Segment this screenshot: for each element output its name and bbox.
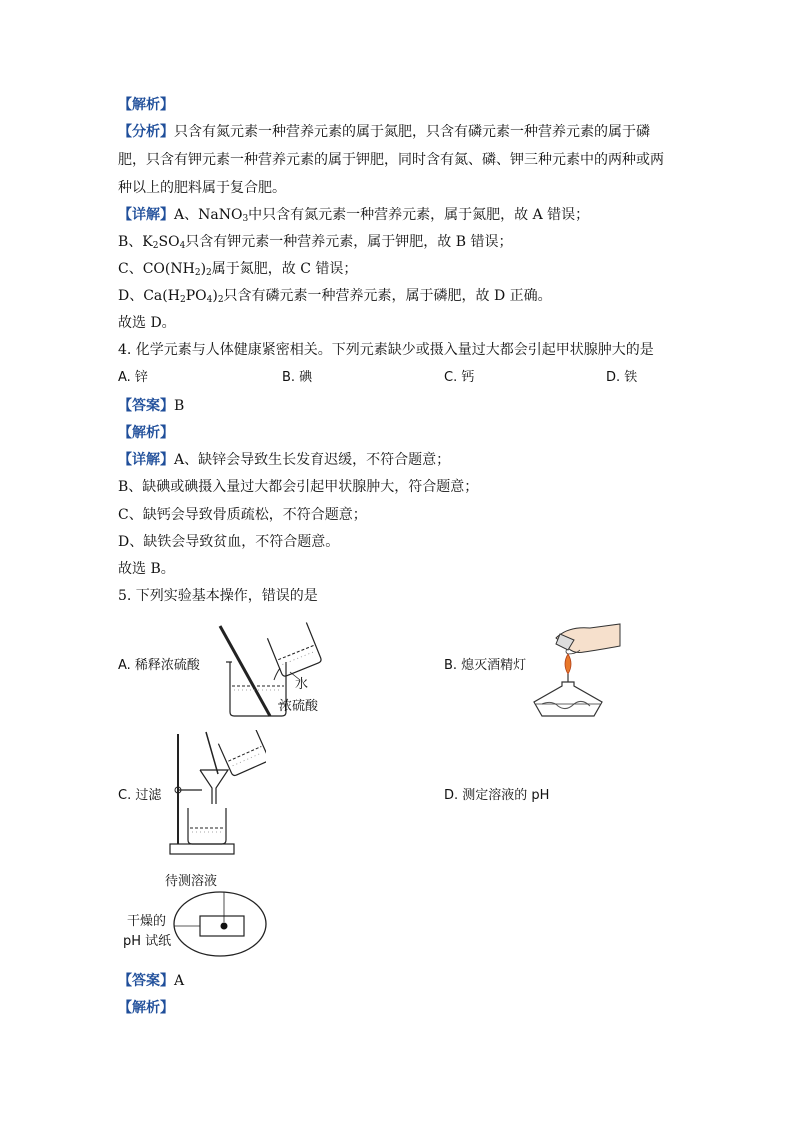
q4-option-a: A. 锌 <box>118 370 148 385</box>
q3-detail-a: 【详解】A、NaNO$_3$中只含有氮元素一种营养元素，属于氮肥，故 A 错误； <box>118 207 590 224</box>
q5-option-c-label: C. 过滤 <box>118 788 162 803</box>
q5-option-d-label: D. 测定溶液的 pH <box>444 788 550 803</box>
q3-analysis-line2: 肥，只含有钾元素一种营养元素的属于钾肥，同时含有氮、磷、钾三种元素中的两种或两 <box>118 152 664 168</box>
q3-jiexi-heading: 【解析】 <box>118 97 174 113</box>
q4-detail-c: C、缺钙会导致骨质疏松，不符合题意； <box>118 507 367 523</box>
q4-option-d: D. 铁 <box>606 370 638 385</box>
q4-answer: 【答案】B <box>118 398 185 414</box>
q3-detail-d: D、$Ca(H_2PO_4)_2$只含有磷元素一种营养元素，属于磷肥，故 D 正确。 <box>118 288 552 305</box>
alcohol-lamp-figure <box>528 620 624 724</box>
q4-conclusion: 故选 B。 <box>118 561 175 577</box>
q3-conclusion: 故选 D。 <box>118 315 176 331</box>
q4-jiexi-heading: 【解析】 <box>118 425 174 441</box>
q3-analysis-line3: 种以上的肥料属于复合肥。 <box>118 180 286 196</box>
q4-detail-d: D、缺铁会导致贫血，不符合题意。 <box>118 534 340 550</box>
q3-analysis-line1: 【分析】只含有氮元素一种营养元素的属于氮肥，只含有磷元素一种营养元素的属于磷 <box>118 124 650 140</box>
q3-detail-b: B、$K_2SO_4$只含有钾元素一种营养元素，属于钾肥，故 B 错误； <box>118 234 513 251</box>
q4-stem: 4. 化学元素与人体健康紧密相关。下列元素缺少或摄入量过大都会引起甲状腺肿大的是 <box>118 342 654 358</box>
ph-paper-label-line2: pH 试纸 <box>123 934 172 949</box>
q4-option-b: B. 碘 <box>282 370 313 385</box>
q5-jiexi-heading: 【解析】 <box>118 1000 174 1016</box>
ph-paper-label-line1: 干燥的 <box>127 914 167 929</box>
ph-test-figure <box>172 880 272 960</box>
ph-solution-label: 待测溶液 <box>165 874 218 889</box>
water-label: 水 <box>295 677 309 692</box>
q4-detail-a: 【详解】A、缺锌会导致生长发育迟缓，不符合题意； <box>118 452 451 468</box>
conc-acid-label: 浓硫酸 <box>279 699 319 714</box>
q5-stem: 5. 下列实验基本操作，错误的是 <box>118 588 318 604</box>
q5-answer: 【答案】A <box>118 973 185 989</box>
q5-option-b-label: B. 熄灭酒精灯 <box>444 658 527 673</box>
q4-option-c: C. 钙 <box>444 370 475 385</box>
q3-detail-c: C、$CO(NH_2)_2$属于氮肥，故 C 错误； <box>118 261 358 278</box>
q5-option-a-label: A. 稀释浓硫酸 <box>118 658 200 673</box>
filtration-figure <box>166 730 266 858</box>
q4-detail-b: B、缺碘或碘摄入量过大都会引起甲状腺肿大，符合题意； <box>118 479 479 495</box>
